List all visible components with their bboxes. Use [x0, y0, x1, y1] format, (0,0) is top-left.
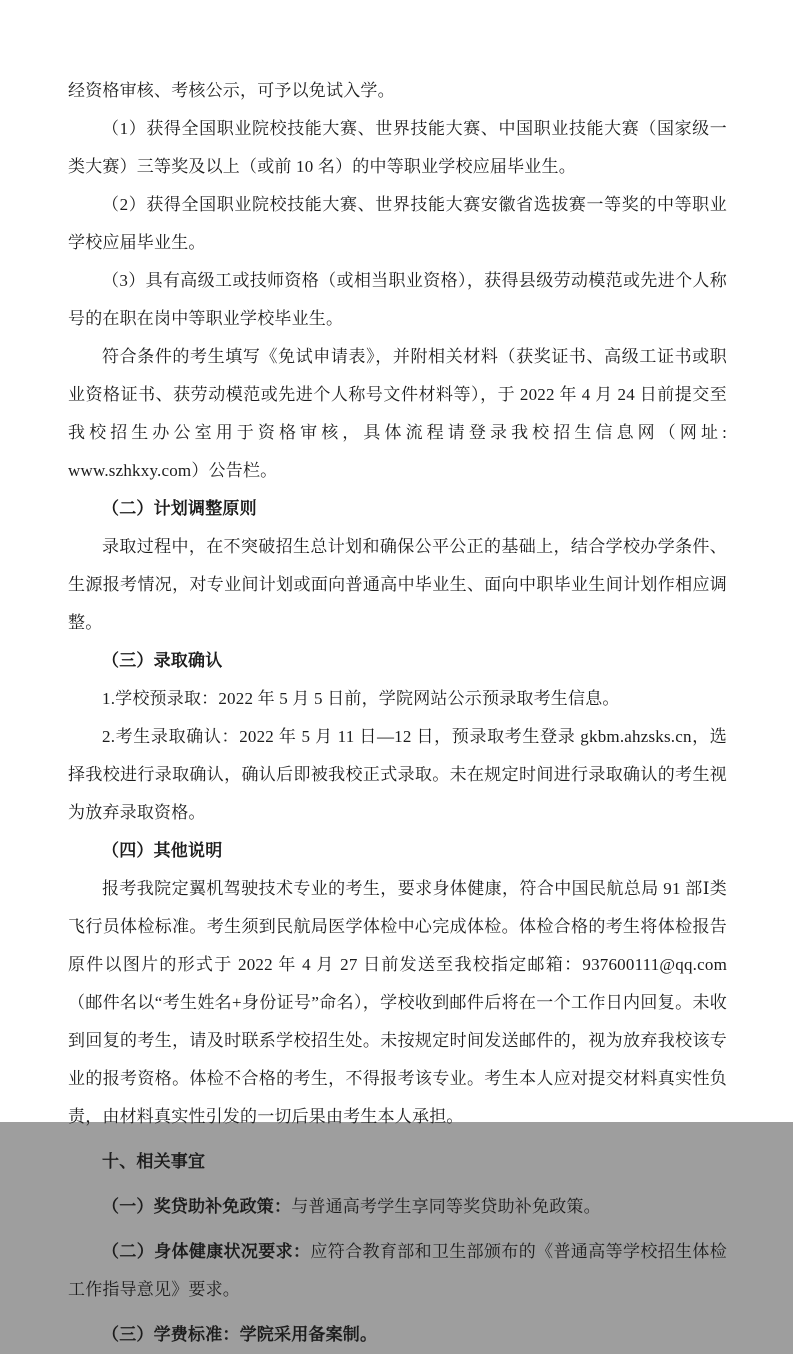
section-heading — [68, 642, 727, 680]
paragraph — [68, 870, 727, 1136]
paragraph — [68, 528, 727, 642]
paragraph-text: 2.考生录取确认：2022 年 5 月 11 日—12 日，预录取考生登录 gkbm.ahzsks.cn，选择我校进行录取确认，确认后即被我校正式录取。未在规定时间进行录取确认的考生视为放弃录取资格。 — [68, 727, 727, 822]
section-heading-text: （三）录取确认 — [102, 651, 223, 670]
paragraph-text: 报考我院定翼机驾驶技术专业的考生，要求身体健康，符合中国民航总局 91 部Ⅰ类飞行员体检标准。考生须到民航局医学体检中心完成体检。体检合格的考生将体检报告原件以图片的形式于 2022 年 4 月 27 日前发送至我校指定邮箱：937600111@qq.com（邮件名以“考生姓名+身份证号”命名），学校收到邮件后将在一个工作日内回复。未收到回复的考生，请及时联系学校招生处。未按规定时间发送邮件的，视为放弃我校该专业的报考资格。体检不合格的考生，不得报考该专业。考生本人应对提交材料真实性负责，由材料真实性引发的一切后果由考生本人承担。 — [68, 879, 727, 1126]
paragraph-text: 1.学校预录取：2022 年 5 月 5 日前，学院网站公示预录取考生信息。 — [102, 689, 620, 708]
paragraph — [68, 186, 727, 262]
paragraph-text: 与普通高考学生享同等奖贷助补免政策。 — [291, 1197, 601, 1216]
section-heading — [68, 1316, 727, 1354]
paragraph — [68, 262, 727, 338]
section-heading-text: （二）计划调整原则 — [102, 499, 257, 518]
paragraph — [68, 338, 727, 490]
paragraph — [68, 718, 727, 832]
paragraph-text: 应符合教育部和卫生部颁布的《普通高等学校招生体检工作指导意见》要求。 — [68, 1242, 727, 1299]
paragraph — [68, 680, 727, 718]
paragraph — [68, 1188, 727, 1226]
section-heading-text: （四）其他说明 — [102, 841, 223, 860]
section-heading — [68, 832, 727, 870]
paragraph — [68, 1233, 727, 1309]
paragraph — [68, 72, 727, 110]
paragraph-text: （3）具有高级工或技师资格（或相当职业资格），获得县级劳动模范或先进个人称号的在职在岗中等职业学校毕业生。 — [68, 271, 727, 328]
section-heading — [68, 1143, 727, 1181]
paragraph-text: （1）获得全国职业院校技能大赛、世界技能大赛、中国职业技能大赛（国家级一类大赛）三等奖及以上（或前 10 名）的中等职业学校应届毕业生。 — [68, 119, 727, 176]
paragraph-text: 经资格审核、考核公示，可予以免试入学。 — [68, 81, 395, 100]
paragraph — [68, 110, 727, 186]
document-body — [68, 72, 727, 1354]
section-heading-text: （三）学费标准：学院采用备案制。 — [102, 1325, 378, 1344]
paragraph-lead: （二）身体健康状况要求： — [102, 1242, 311, 1261]
section-heading-text: 十、相关事宜 — [102, 1152, 206, 1171]
paragraph-text: 录取过程中，在不突破招生总计划和确保公平公正的基础上，结合学校办学条件、生源报考情况，对专业间计划或面向普通高中毕业生、面向中职毕业生间计划作相应调整。 — [68, 537, 727, 632]
paragraph-text: （2）获得全国职业院校技能大赛、世界技能大赛安徽省选拔赛一等奖的中等职业学校应届毕业生。 — [68, 195, 727, 252]
paragraph-text: 符合条件的考生填写《免试申请表》，并附相关材料（获奖证书、高级工证书或职业资格证书、获劳动模范或先进个人称号文件材料等），于 2022 年 4 月 24 日前提交至我校招生办公室用于资格审核，具体流程请登录我校招生信息网（网址: www.szhkxy.com）公告栏。 — [68, 347, 727, 480]
paragraph-lead: （一）奖贷助补免政策： — [102, 1197, 292, 1216]
section-heading — [68, 490, 727, 528]
